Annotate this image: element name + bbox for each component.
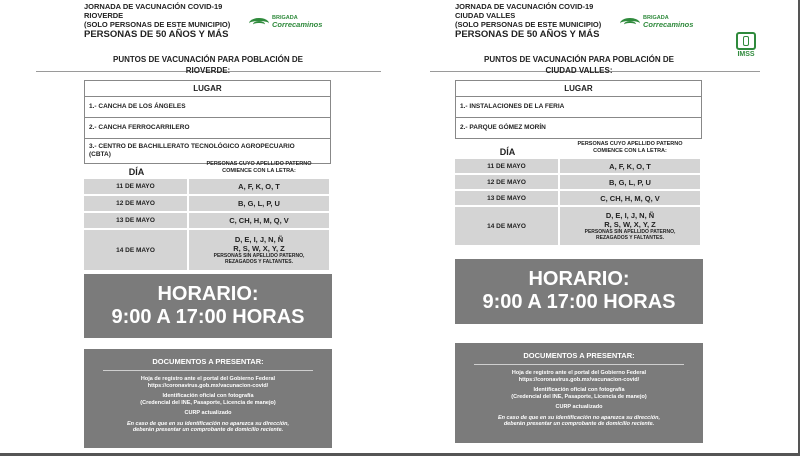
horario-time: 9:00 A 17:00 HORAS [482,291,676,313]
letra-header: PERSONAS CUYO APELLIDO PATERNO COMIENCE CON LA LETRA: [577,141,683,154]
puntos-title: PUNTOS DE VACUNACIÓN PARA POBLACIÓN DE CIUDAD VALLES: [484,55,674,75]
lugar-header: LUGAR [456,81,701,97]
horario-title: HORARIO: [157,283,259,305]
header-campaign: JORNADA DE VACUNACIÓN COVID-19 [455,2,594,11]
lugar-table [84,80,331,164]
brigada-logo [620,15,693,29]
imss-label: IMSS [737,51,755,58]
brand-line2: Correcaminos [272,20,323,29]
brand-line1: BRIGADA [272,15,298,21]
schedule-table [455,141,700,247]
flyer-header [455,2,601,40]
table-row: 13 DE MAYO C, CH, H, M, Q, V [455,191,700,207]
documentos-title: DOCUMENTOS A PRESENTAR: [523,351,635,360]
letra-header: PERSONAS CUYO APELLIDO PATERNO COMIENCE CON LA LETRA: [206,161,312,174]
lugar-row: 2.- CANCHA FERROCARRILERO [85,118,330,139]
brigada-logo [249,15,322,29]
documentos-title: DOCUMENTOS A PRESENTAR: [152,357,264,366]
dia-header: DÍA [128,167,145,177]
puntos-title: PUNTOS DE VACUNACIÓN PARA POBLACIÓN DE RIOVERDE: [113,55,303,75]
table-row: 12 DE MAYO B, G, L, P, U [455,175,700,191]
header-municipality: CIUDAD VALLES [455,11,516,20]
lugar-row: 3.- CENTRO DE BACHILLERATO TECNOLÓGICO AGROPECUARIO (CBTA) [89,143,295,158]
imss-emblem-icon [736,32,756,50]
horario-time: 9:00 A 17:00 HORAS [111,306,305,328]
header-restriction: (SOLO PERSONAS DE ESTE MUNICIPIO) [455,20,602,29]
header-campaign: JORNADA DE VACUNACIÓN COVID-19 [84,2,223,11]
documentos-box: DOCUMENTOS A PRESENTAR: Hoja de registro ante el portal del Gobierno Federal https://coronavirus.gob.mx/vacunacion-covid/ Identificación oficial con fotografía (Credencial del INE, Pasaporte, Licencia de manejo) CURP actualizado En caso de que en su identificación no aparezca su dirección, deberán presentar un comprobante de domicilio reciente. [455,343,703,443]
table-row: 13 DE MAYO C, CH, H, M, Q, V [84,213,329,230]
table-row: 14 DE MAYO D, E, I, J, N, Ñ R, S, W, X, Y, Z PERSONAS SIN APELLIDO PATERNO, REZAGADOS Y FALTANTES. [84,230,329,272]
flyer-header [84,2,230,40]
lugar-row: 1.- INSTALACIONES DE LA FERIA [456,97,701,118]
lugar-row: 2.- PARQUE GÓMEZ MORÍN [460,124,546,131]
header-age-group: PERSONAS DE 50 AÑOS Y MÁS [84,29,229,40]
lugar-header: LUGAR [85,81,330,97]
brand-line2: Correcaminos [643,20,694,29]
table-row: 11 DE MAYO A, F, K, O, T [84,179,329,196]
lugar-table [455,80,702,139]
horario-box [455,259,703,324]
schedule-table [84,161,329,272]
horario-box [84,274,332,338]
header-municipality: RIOVERDE [84,11,124,20]
table-row: 11 DE MAYO A, F, K, O, T [455,159,700,175]
dia-header: DÍA [499,147,516,157]
brand-line1: BRIGADA [643,15,669,21]
brigada-wing-icon [620,15,640,29]
table-row: 12 DE MAYO B, G, L, P, U [84,196,329,213]
header-restriction: (SOLO PERSONAS DE ESTE MUNICIPIO) [84,20,231,29]
header-age-group: PERSONAS DE 50 AÑOS Y MÁS [455,29,600,40]
horario-title: HORARIO: [528,268,630,290]
documentos-box: DOCUMENTOS A PRESENTAR: Hoja de registro ante el portal del Gobierno Federal https://coronavirus.gob.mx/vacunacion-covid/ Identificación oficial con fotografía (Credencial del INE, Pasaporte, Licencia de manejo) CURP actualizado En caso de que en su identificación no aparezca su dirección, deberán presentar un comprobante de domicilio reciente. [84,349,332,448]
brigada-wing-icon [249,15,269,29]
table-row: 14 DE MAYO D, E, I, J, N, Ñ R, S, W, X, Y, Z PERSONAS SIN APELLIDO PATERNO, REZAGADOS Y FALTANTES. [455,207,700,247]
lugar-row: 1.- CANCHA DE LOS ÁNGELES [85,97,330,118]
imss-logo [736,32,756,58]
